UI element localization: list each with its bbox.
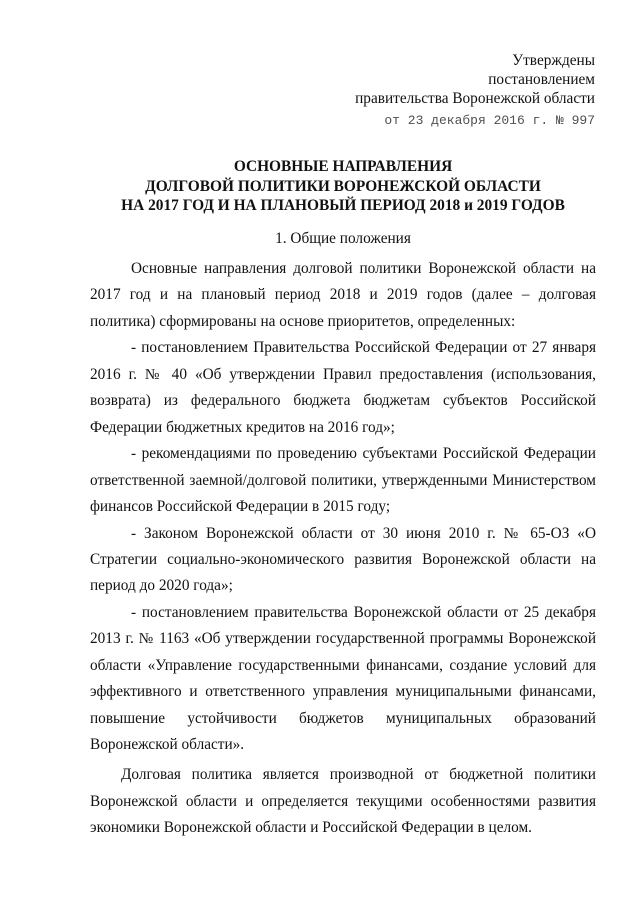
paragraph-line: период до 2020 года»; [90,577,233,595]
paragraph-line: экономики Воронежской области и Российской Федерации в целом. [90,819,533,837]
paragraph-line: Воронежской области и определяется текущими особенностями развития [90,792,596,810]
approval-line: Утверждены [512,52,595,69]
paragraph-line: - постановлением правительства Воронежской области от 25 декабря [131,603,596,621]
list-item-decree-1163 [90,600,596,759]
paragraph-line: - постановлением Правительства Российской Федерации от 27 января [131,339,596,357]
approval-note [355,52,595,131]
approval-line: постановлением [488,70,595,88]
paragraph-line: 2013 г. № 1163 «Об утверждении государственной программы Воронежской [90,630,596,648]
paragraph-line: Долговая политика является производной от бюджетной политики [121,766,596,784]
paragraph-line: 2017 год и на плановый период 2018 и 2019 годов (далее – долговая [90,286,596,304]
list-item-minfin-recommendations [90,441,596,520]
section-heading: 1. Общие положения [275,230,411,247]
paragraph-line: ответственной заемной/долговой политики, утвержденными Министерством [90,471,596,489]
title-line: ОСНОВНЫЕ НАПРАВЛЕНИЯ [233,158,453,175]
paragraph-line: повышение устойчивости бюджетов муниципальных образований [90,709,596,727]
paragraph-line: - рекомендациями по проведению субъектами Российской Федерации [131,445,596,463]
paragraph-line: Федерации бюджетных кредитов на 2016 год»; [90,418,395,436]
paragraph-line: Основные направления долговой политики Воронежской области на [131,260,596,277]
paragraph-line: Стратегии социально-экономического развития Воронежской области на [90,550,596,568]
list-item-law-65-oz [90,521,596,600]
approval-date-number: от 23 декабря 2016 г. № 997 [384,113,595,129]
approval-line: правительства Воронежской области [355,89,595,107]
paragraph-derivative-policy [90,762,596,841]
paragraph-line: политика) сформированы на основе приоритетов, определенных: [90,312,516,330]
title-line: ДОЛГОВОЙ ПОЛИТИКИ ВОРОНЕЖСКОЙ ОБЛАСТИ [145,177,541,195]
paragraph-line: возврата) из федерального бюджета бюджетам субъектов Российской [90,392,596,410]
paragraph-line: эффективного и ответственного управления муниципальными финансами, [90,683,596,701]
paragraph-line: 2016 г. № 40 «Об утверждении Правил предоставления (использования, [90,365,596,383]
title-line: НА 2017 ГОД И НА ПЛАНОВЫЙ ПЕРИОД 2018 и 2019 ГОДОВ [121,197,565,214]
paragraph-line: области «Управление государственными финансами, создание условий для [90,656,596,674]
list-item-decree-rf-40 [90,335,596,441]
paragraph-line: Воронежской области». [90,736,245,754]
paragraph-intro [90,256,596,335]
section-body [90,256,596,841]
paragraph-line: финансов Российской Федерации в 2015 году; [90,498,391,516]
paragraph-line: - Законом Воронежской области от 30 июня 2010 г. № 65-ОЗ «О [131,524,596,542]
document-title [90,157,596,216]
